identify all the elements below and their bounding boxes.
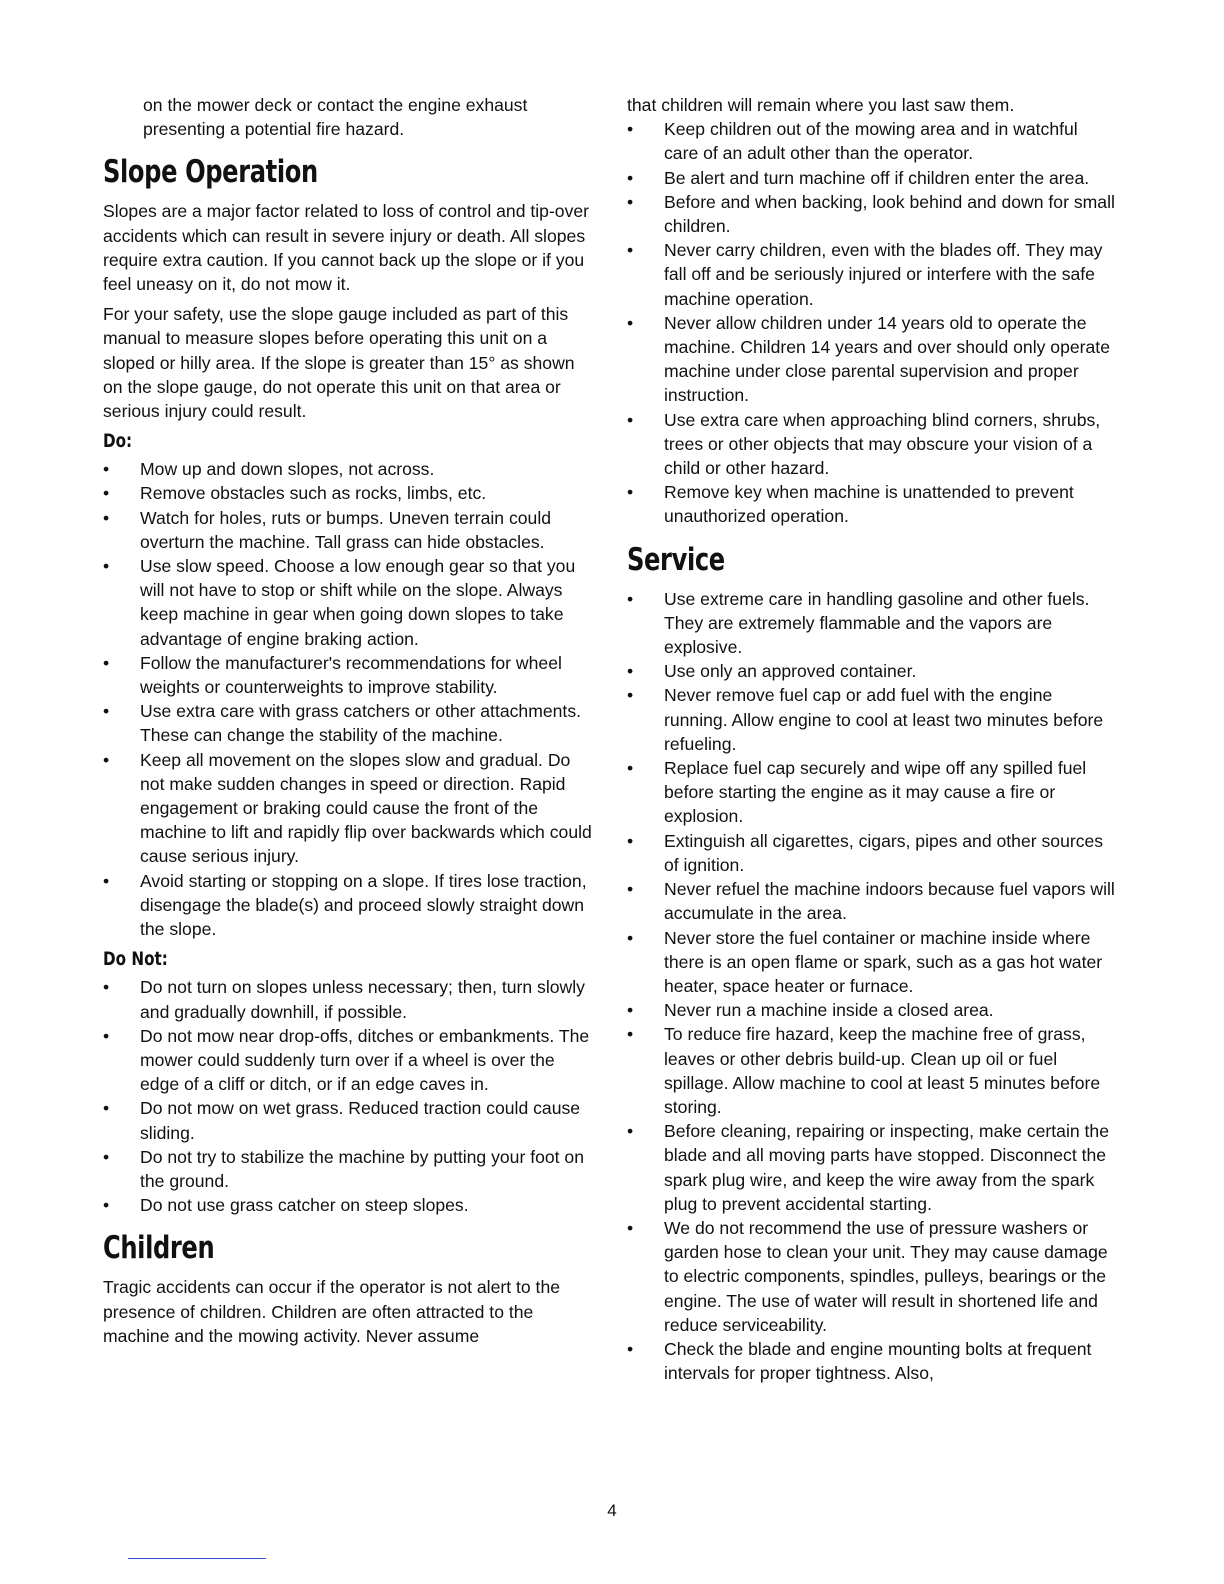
- list-item: • Keep children out of the mowing area and in watchful care of an adult other than the operator.: [627, 117, 1115, 165]
- slope-paragraph-1: Slopes are a major factor related to loss of control and tip-over accidents which can result in severe injury or death. All slopes require extra caution. If you cannot back up the slope or if you feel uneasy on it, do not mow it.: [103, 201, 590, 295]
- service-heading: Service: [627, 541, 725, 578]
- list-item: • Keep all movement on the slopes slow and gradual. Do not make sudden changes in speed or direction. Rapid engagement or braking could cause the front of the machine to lift and rapidly flip over backwards which could cause serious injury.: [103, 748, 593, 869]
- list-item: • Avoid starting or stopping on a slope. If tires lose traction, disengage the blade(s) and proceed slowly straight down the slope.: [103, 869, 593, 942]
- list-item: • Before and when backing, look behind and down for small children.: [627, 190, 1115, 238]
- list-item: • Check the blade and engine mounting bolts at frequent intervals for proper tightness. Also,: [627, 1337, 1115, 1385]
- list-item: • Use extra care when approaching blind corners, shrubs, trees or other objects that may obscure your vision of a child or other hazard.: [627, 408, 1115, 481]
- list-item: • Do not mow on wet grass. Reduced traction could cause sliding.: [103, 1096, 593, 1144]
- list-item: • Never refuel the machine indoors because fuel vapors will accumulate in the area.: [627, 877, 1115, 925]
- slope-paragraph-2: For your safety, use the slope gauge included as part of this manual to measure slopes before operating this unit on a sloped or hilly area. If the slope is greater than 15° as shown on the slope gauge, do not operate this unit on that area or serious injury could result.: [103, 304, 575, 422]
- left-column: [103, 93, 593, 1348]
- slope-operation-heading: Slope Operation: [103, 154, 318, 191]
- footer-rule: [128, 1558, 266, 1559]
- list-item: • Do not turn on slopes unless necessary; then, turn slowly and gradually downhill, if possible.: [103, 975, 593, 1023]
- list-item: • Use slow speed. Choose a low enough gear so that you will not have to stop or shift while on the slope. Always keep machine in gear when going down slopes to take advantage of engine braking action.: [103, 554, 593, 651]
- service-list: [627, 587, 1115, 1386]
- do-list: [103, 457, 593, 941]
- list-item: • Never allow children under 14 years old to operate the machine. Children 14 years and over should only operate machine under close parental supervision and proper instruction.: [627, 311, 1115, 408]
- list-item: • We do not recommend the use of pressure washers or garden hose to clean your unit. They may cause damage to electric components, spindles, pulleys, bearings or the engine. The use of water will result in shortened life and reduce serviceability.: [627, 1216, 1115, 1337]
- list-item: • Replace fuel cap securely and wipe off any spilled fuel before starting the engine as it may cause a fire or explosion.: [627, 756, 1115, 829]
- children-continuation: that children will remain where you last saw them.: [627, 95, 1015, 115]
- right-column: [627, 93, 1115, 1385]
- list-item: • Remove obstacles such as rocks, limbs, etc.: [103, 481, 593, 505]
- list-item: • Watch for holes, ruts or bumps. Uneven terrain could overturn the machine. Tall grass can hide obstacles.: [103, 506, 593, 554]
- children-list: [627, 117, 1115, 528]
- list-item: • Never store the fuel container or machine inside where there is an open flame or spark, such as a gas hot water heater, space heater or furnace.: [627, 926, 1115, 999]
- do-not-heading: Do Not:: [103, 948, 168, 971]
- list-item: • Do not use grass catcher on steep slopes.: [103, 1193, 593, 1217]
- do-not-list: [103, 975, 593, 1217]
- children-paragraph: Tragic accidents can occur if the operator is not alert to the presence of children. Children are often attracted to the machine and the mowing activity. Never assume: [103, 1277, 561, 1346]
- list-item: • Never run a machine inside a closed area.: [627, 998, 1115, 1022]
- list-item: • Remove key when machine is unattended to prevent unauthorized operation.: [627, 480, 1115, 528]
- list-item: • Do not try to stabilize the machine by putting your foot on the ground.: [103, 1145, 593, 1193]
- list-item: • Extinguish all cigarettes, cigars, pipes and other sources of ignition.: [627, 829, 1115, 877]
- list-item: • To reduce fire hazard, keep the machine free of grass, leaves or other debris build-up. Clean up oil or fuel spillage. Allow machine to cool at least 5 minutes before storing.: [627, 1022, 1115, 1119]
- list-item: • Follow the manufacturer's recommendations for wheel weights or counterweights to improve stability.: [103, 651, 593, 699]
- continuation-text: on the mower deck or contact the engine exhaust presenting a potential fire hazard.: [143, 95, 528, 140]
- list-item: • Use only an approved container.: [627, 659, 1115, 683]
- list-item: • Never carry children, even with the blades off. They may fall off and be seriously injured or interfere with the safe machine operation.: [627, 238, 1115, 311]
- list-item: • Before cleaning, repairing or inspecting, make certain the blade and all moving parts have stopped. Disconnect the spark plug wire, and keep the wire away from the spark plug to prevent accidental starting.: [627, 1119, 1115, 1216]
- do-heading: Do:: [103, 430, 133, 453]
- children-heading: Children: [103, 1230, 215, 1267]
- list-item: • Never remove fuel cap or add fuel with the engine running. Allow engine to cool at least two minutes before refueling.: [627, 683, 1115, 756]
- page-number: 4: [607, 1501, 617, 1520]
- list-item: • Do not mow near drop-offs, ditches or embankments. The mower could suddenly turn over if a wheel is over the edge of a cliff or ditch, or if an edge caves in.: [103, 1024, 593, 1097]
- list-item: • Be alert and turn machine off if children enter the area.: [627, 166, 1115, 190]
- list-item: • Use extra care with grass catchers or other attachments. These can change the stability of the machine.: [103, 699, 593, 747]
- list-item: • Mow up and down slopes, not across.: [103, 457, 593, 481]
- list-item: • Use extreme care in handling gasoline and other fuels. They are extremely flammable and the vapors are explosive.: [627, 587, 1115, 660]
